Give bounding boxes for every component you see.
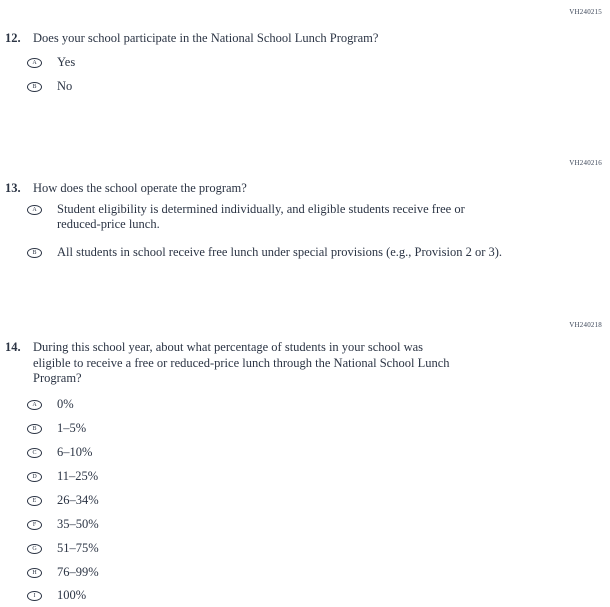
option-label-line: Yes (57, 55, 76, 69)
question-12-text-line: Does your school participate in the National School Lunch Program? (33, 31, 379, 45)
question-14-option-b-label (57, 421, 86, 436)
bubble-letter: H (32, 569, 37, 576)
answer-bubble-e-icon[interactable] (27, 496, 42, 506)
question-13-accession-code: VH240216 (569, 159, 602, 167)
question-13-text-line: How does the school operate the program? (33, 181, 247, 195)
answer-bubble-a-icon[interactable] (27, 58, 42, 68)
question-13-text (33, 181, 247, 197)
answer-bubble-a-icon[interactable] (27, 400, 42, 410)
question-12-option-b-label (57, 79, 72, 94)
answer-bubble-d-icon[interactable] (27, 472, 42, 482)
bubble-letter: C (32, 449, 37, 456)
question-14-text-line: During this school year, about what percentage of students in your school was (33, 340, 424, 354)
question-14-option-d-label (57, 469, 98, 484)
question-14-option-c-row[interactable] (27, 445, 92, 460)
question-12-option-a-row[interactable] (27, 55, 75, 70)
question-14-accession-code: VH240218 (569, 321, 602, 329)
question-14-option-h-label (57, 565, 99, 580)
question-14-option-i-row[interactable] (27, 588, 86, 603)
answer-bubble-b-icon[interactable] (27, 424, 42, 434)
option-label-line: 6–10% (57, 445, 93, 459)
bubble-letter: G (32, 545, 37, 552)
option-label-line: 1–5% (57, 421, 87, 435)
bubble-letter: E (32, 497, 37, 504)
question-13-option-b-label (57, 245, 502, 260)
question-14-option-h-row[interactable] (27, 565, 99, 580)
question-14-option-g-row[interactable] (27, 541, 99, 556)
option-label-line: 35–50% (57, 517, 99, 531)
answer-bubble-g-icon[interactable] (27, 544, 42, 554)
bubble-letter: F (32, 521, 37, 528)
option-label-line: All students in school receive free lunch under special provisions (e.g., Provision 2 or 3). (57, 245, 503, 259)
bubble-letter: D (32, 473, 37, 480)
question-14-option-e-row[interactable] (27, 493, 99, 508)
question-14-option-a-label (57, 397, 74, 412)
bubble-letter: B (32, 425, 37, 432)
question-14-option-f-label (57, 517, 99, 532)
question-12-number: 12. (5, 31, 21, 45)
bubble-letter: B (32, 83, 37, 90)
answer-bubble-f-icon[interactable] (27, 520, 42, 530)
option-label-line: Student eligibility is determined individually, and eligible students receive free or (57, 202, 465, 216)
answer-bubble-c-icon[interactable] (27, 448, 42, 458)
question-12-text (33, 31, 378, 47)
option-label-line: 0% (57, 397, 74, 411)
option-label-line: 11–25% (57, 469, 99, 483)
bubble-letter: A (32, 401, 37, 408)
bubble-letter: A (32, 206, 37, 213)
bubble-letter: A (32, 59, 37, 66)
option-label-line: 51–75% (57, 541, 99, 555)
option-label-line: 26–34% (57, 493, 99, 507)
question-14-option-b-row[interactable] (27, 421, 86, 436)
question-13 (5, 181, 247, 197)
question-14-number: 14. (5, 340, 21, 354)
question-14-option-g-label (57, 541, 99, 556)
question-14 (5, 340, 450, 387)
question-12 (5, 31, 378, 47)
question-13-option-a-row[interactable] (27, 202, 465, 232)
option-label-line: 76–99% (57, 565, 99, 579)
option-label-line: 100% (57, 588, 87, 602)
question-12-accession-code: VH240215 (569, 8, 602, 16)
question-14-option-a-row[interactable] (27, 397, 74, 412)
option-label-line: No (57, 79, 73, 93)
bubble-letter: B (32, 249, 37, 256)
question-12-option-b-row[interactable] (27, 79, 72, 94)
answer-bubble-b-icon[interactable] (27, 248, 42, 258)
answer-bubble-a-icon[interactable] (27, 205, 42, 215)
question-14-option-f-row[interactable] (27, 517, 99, 532)
question-14-text (33, 340, 450, 387)
question-14-text-line: Program? (33, 371, 82, 385)
answer-bubble-h-icon[interactable] (27, 568, 42, 578)
question-13-number: 13. (5, 181, 21, 195)
option-label-line: reduced-price lunch. (57, 217, 160, 231)
answer-bubble-i-icon[interactable] (27, 591, 42, 601)
answer-bubble-b-icon[interactable] (27, 82, 42, 92)
bubble-letter: I (33, 592, 36, 599)
question-13-option-a-label (57, 202, 465, 232)
question-14-option-i-label (57, 588, 86, 603)
question-12-option-a-label (57, 55, 75, 70)
question-14-option-e-label (57, 493, 99, 508)
question-14-option-c-label (57, 445, 92, 460)
question-14-text-line: eligible to receive a free or reduced-price lunch through the National School Lunch (33, 355, 450, 370)
question-14-option-d-row[interactable] (27, 469, 98, 484)
question-13-option-b-row[interactable] (27, 245, 502, 260)
